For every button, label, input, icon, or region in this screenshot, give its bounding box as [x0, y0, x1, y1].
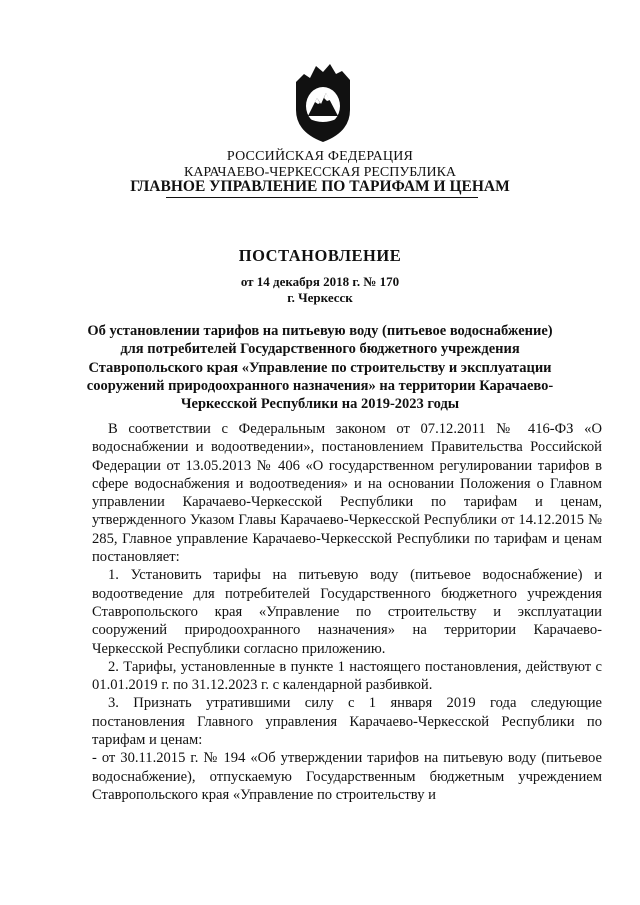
document-city: г. Черкесск: [287, 290, 353, 305]
item-3-sub-1-paragraph: - от 30.11.2015 г. № 194 «Об утверждении тарифов на питьевую воду (питьевое водоснабжение), отпускаемую Государственным бюджетным учреждением Ставропольского края «Управление по строительству и: [92, 750, 602, 803]
item-1-paragraph: 1. Установить тарифы на питьевую воду (питьевое водоснабжение) и водоотведение для потребителей Государственного бюджетного учреждения Ставропольского края «Управление по строительству и эксплуатации сооружений природоохранного назначения» на территории Карачаево-Черкесской Республики согласно приложению.: [92, 567, 602, 657]
document-date-number: от 14 декабря 2018 г. № 170: [240, 274, 400, 289]
document-title: Об установлении тарифов на питьевую воду (питьевое водоснабжение) для потребителей Государственного бюджетного учреждения Ставропольского края «Управление по строительству и эксплуатации сооружений природоохранного назначения» на территории Карачаево-Черкесской Республики на 2019-2023 годы: [86, 323, 554, 413]
preamble-paragraph: В соответствии с Федеральным законом от 07.12.2011 № 416-ФЗ «О водоснабжении и водоотведении», постановлением Правительства Российской Федерации от 13.05.2013 № 406 «О государственном регулировании тарифов в сфере водоснабжения и водоотведения» и на основании Положения о Главном управлении Карачаево-Черкесской Республики по тарифам и ценам, утвержденного Указом Главы Карачаево-Черкесской Республики от 14.12.2015 № 285, Главное управление Карачаево-Черкесской Республики по тарифам и ценам постановляет:: [92, 421, 602, 566]
header-agency: ГЛАВНОЕ УПРАВЛЕНИЕ ПО ТАРИФАМ И ЦЕНАМ: [130, 178, 510, 195]
document-type: ПОСТАНОВЛЕНИЕ: [238, 246, 402, 265]
header-republic: КАРАЧАЕВО-ЧЕРКЕССКАЯ РЕСПУБЛИКА: [183, 165, 457, 180]
item-3-paragraph: 3. Признать утратившими силу с 1 января 2019 года следующие постановления Главного управления Карачаево-Черкесской Республики по тарифам и ценам:: [92, 695, 602, 749]
document-body: [92, 420, 602, 804]
header-country: РОССИЙСКАЯ ФЕДЕРАЦИЯ: [226, 149, 414, 164]
mountain-emblem-icon: [292, 60, 354, 144]
item-2-paragraph: 2. Тарифы, установленные в пункте 1 настоящего постановления, действуют с 01.01.2019 г. по 31.12.2023 г. с календарной разбивкой.: [92, 658, 602, 694]
header-divider: [166, 197, 478, 198]
